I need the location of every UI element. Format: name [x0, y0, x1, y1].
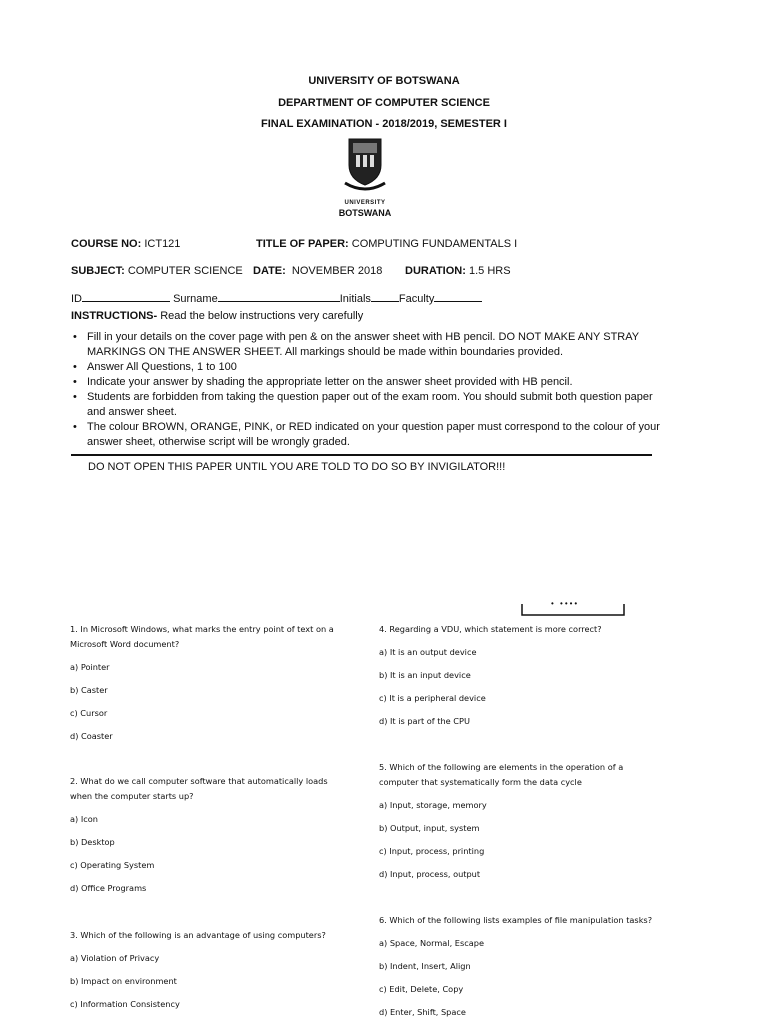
- course-no: [71, 238, 180, 250]
- answer-option: b) Impact on environment: [70, 976, 177, 986]
- candidate-details-row: [71, 292, 482, 305]
- question-3: [70, 928, 350, 1020]
- crest-caption-small: UNIVERSITY: [344, 200, 386, 206]
- answer-option: d) Enter, Shift, Space: [379, 1007, 466, 1017]
- answer-option: c) Operating System: [70, 860, 155, 870]
- surname-label: Surname: [173, 293, 218, 305]
- id-field[interactable]: [82, 292, 170, 302]
- question-stem: 4. Regarding a VDU, which statement is more correct?: [379, 624, 602, 634]
- id-label: ID: [71, 293, 82, 305]
- answer-option: c) Edit, Delete, Copy: [379, 984, 464, 994]
- duration-value: 1.5 HRS: [468, 265, 511, 277]
- answer-option: d) Input, process, output: [379, 869, 481, 879]
- duration: [405, 265, 511, 277]
- answer-option: c) Input, process, printing: [379, 846, 485, 856]
- question-4: [379, 622, 659, 737]
- surname-field[interactable]: [218, 292, 340, 302]
- instruction-item: • Fill in your details on the cover page with pen & on the answer sheet with HB pencil. DO NOT MAKE ANY STRAY MARKINGS ON THE ANSWER SHEET. All markings should be made within boundaries provided.: [71, 330, 661, 360]
- university-crest-logo: [343, 135, 387, 193]
- answer-option: c) It is a peripheral device: [379, 693, 486, 703]
- department-heading: DEPARTMENT OF COMPUTER SCIENCE: [278, 97, 490, 109]
- question-stem: 2. What do we call computer software that automatically loads when the computer starts up?: [70, 776, 328, 801]
- answer-option: d) Coaster: [70, 731, 113, 741]
- divider-rule: [71, 454, 652, 456]
- answer-option: a) Pointer: [70, 662, 110, 672]
- answer-option: c) Information Consistency: [70, 999, 180, 1009]
- faculty-field[interactable]: [434, 292, 482, 302]
- instructions-label: INSTRUCTIONS-: [71, 310, 158, 322]
- paper-title-label: TITLE OF PAPER:: [256, 238, 349, 250]
- answer-option: a) Space, Normal, Escape: [379, 938, 484, 948]
- initials-label: Initials: [339, 293, 371, 305]
- page-corner-mark: [521, 599, 625, 616]
- date-label: DATE:: [253, 265, 286, 277]
- instructions-heading: [71, 310, 363, 322]
- subject-label: SUBJECT:: [71, 265, 125, 277]
- answer-option: c) Cursor: [70, 708, 108, 718]
- corner-dots: • ••••: [551, 599, 580, 608]
- answer-option: b) Output, input, system: [379, 823, 480, 833]
- date-value: NOVEMBER 2018: [291, 265, 383, 277]
- answer-option: b) Caster: [70, 685, 108, 695]
- subject: [71, 265, 243, 277]
- answer-option: a) Input, storage, memory: [379, 800, 487, 810]
- subject-value: COMPUTER SCIENCE: [127, 265, 243, 277]
- paper-title: [256, 238, 517, 250]
- answer-option: b) It is an input device: [379, 670, 471, 680]
- exam-heading: FINAL EXAMINATION - 2018/2019, SEMESTER I: [261, 118, 507, 130]
- instruction-item: • The colour BROWN, ORANGE, PINK, or RED indicated on your question paper must correspond to the colour of your answer sheet, otherwise script will be wrongly graded.: [71, 420, 661, 450]
- question-stem: 1. In Microsoft Windows, what marks the entry point of text on a Microsoft Word document?: [70, 624, 334, 649]
- university-heading: UNIVERSITY OF BOTSWANA: [308, 75, 460, 87]
- exam-date: [253, 265, 382, 277]
- instruction-item: • Students are forbidden from taking the question paper out of the exam room. You should submit both question paper and answer sheet.: [71, 390, 661, 420]
- course-no-value: ICT121: [144, 238, 181, 250]
- initials-field[interactable]: [371, 292, 399, 302]
- instruction-item: • Answer All Questions, 1 to 100: [71, 360, 661, 375]
- duration-label: DURATION:: [405, 265, 466, 277]
- faculty-label: Faculty: [398, 293, 435, 305]
- instructions-list: [71, 330, 661, 450]
- instructions-intro: Read the below instructions very carefully: [157, 310, 364, 322]
- question-1: [70, 622, 350, 752]
- answer-option: b) Desktop: [70, 837, 115, 847]
- invigilator-warning: DO NOT OPEN THIS PAPER UNTIL YOU ARE TOLD TO DO SO BY INVIGILATOR!!!: [88, 461, 506, 473]
- course-no-label: COURSE NO:: [71, 238, 142, 250]
- answer-option: a) Icon: [70, 814, 98, 824]
- paper-title-value: COMPUTING FUNDAMENTALS I: [351, 238, 518, 250]
- answer-option: a) It is an output device: [379, 647, 477, 657]
- question-5: [379, 760, 659, 890]
- instruction-item: • Indicate your answer by shading the appropriate letter on the answer sheet provided with HB pencil.: [71, 375, 661, 390]
- question-stem: 3. Which of the following is an advantage of using computers?: [70, 930, 326, 940]
- question-2: [70, 774, 350, 904]
- question-6: [379, 913, 669, 1028]
- crest-caption: BOTSWANA: [338, 208, 392, 218]
- answer-option: b) Indent, Insert, Align: [379, 961, 471, 971]
- question-stem: 6. Which of the following lists examples of file manipulation tasks?: [379, 915, 653, 925]
- answer-option: a) Violation of Privacy: [70, 953, 160, 963]
- answer-option: d) It is part of the CPU: [379, 716, 470, 726]
- question-stem: 5. Which of the following are elements in the operation of a computer that systematically form the data cycle: [379, 762, 624, 787]
- answer-option: d) Office Programs: [70, 883, 147, 893]
